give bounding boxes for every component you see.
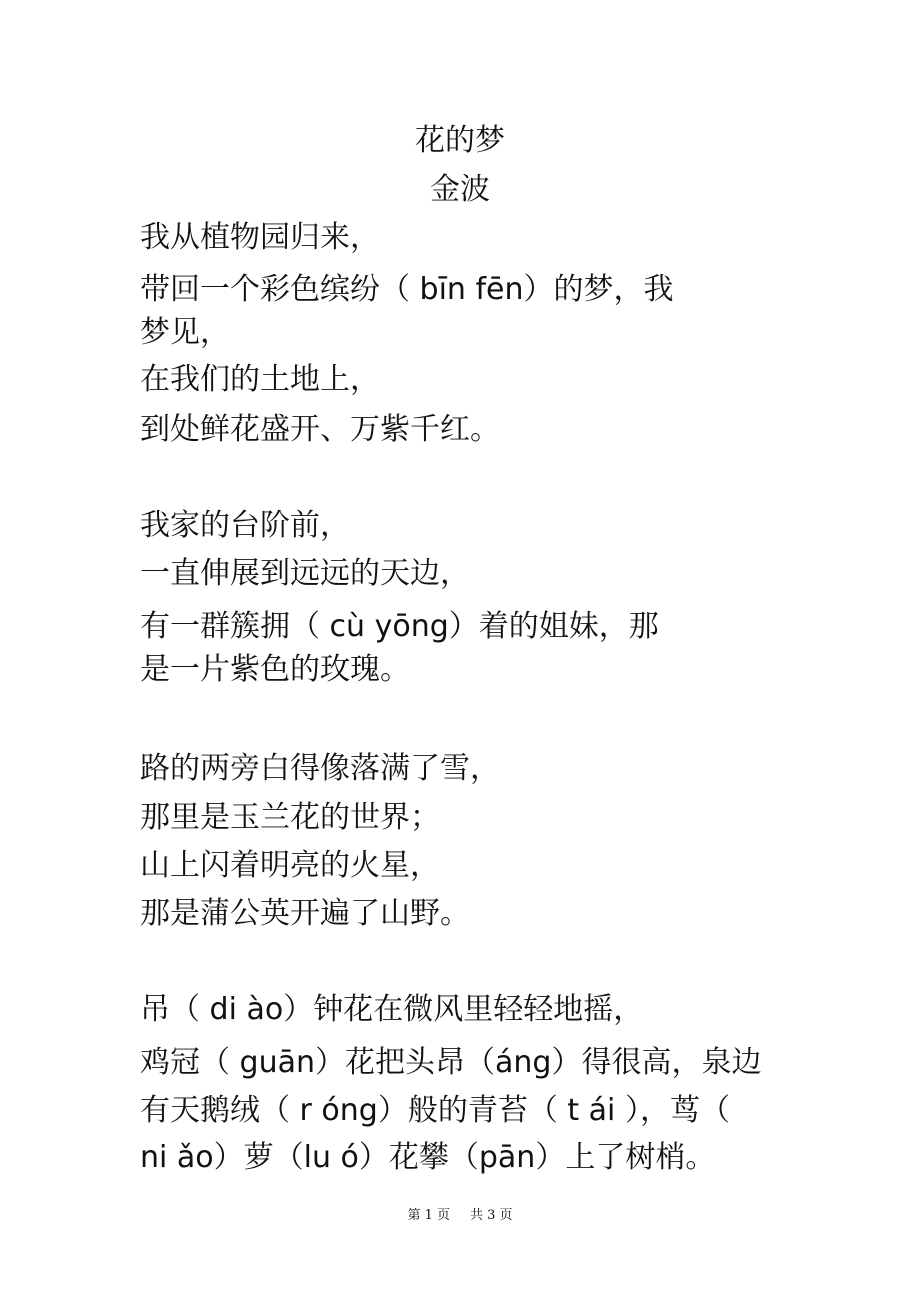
pinyin: guān [239, 1045, 316, 1080]
poem-text: ）花把头昂（ [315, 1045, 496, 1080]
pinyin: r óng [299, 1093, 378, 1128]
poem-line: 山上闪着明亮的火星， [140, 848, 440, 883]
page-footer [0, 1208, 920, 1224]
poem-line [140, 1093, 730, 1129]
poem-line [140, 609, 659, 645]
poem-line: 我从植物园归来， [140, 220, 380, 255]
pinyin: t ái [567, 1093, 616, 1128]
poem-line: 我家的台阶前， [140, 508, 350, 543]
poem-line [140, 992, 643, 1028]
page-number: 第 1 页 [407, 1208, 450, 1223]
poem-line: 那是蒲公英开遍了山野。 [140, 896, 470, 931]
poem-line [140, 1140, 715, 1176]
poem-text: 有一群簇拥（ [140, 609, 330, 644]
pinyin: pān [478, 1140, 536, 1175]
page-total: 共 3 页 [470, 1208, 513, 1223]
poem-line: 那里是玉兰花的世界； [140, 800, 440, 835]
poem-line: 到处鲜花盛开、万紫千红。 [140, 412, 500, 447]
poem-text: ）萝（ [213, 1140, 304, 1175]
pinyin: bīn fēn [419, 272, 524, 307]
poem-text: ）般的青苔（ [377, 1093, 568, 1128]
poem-line [140, 272, 674, 308]
poem-text: ），茑（ [615, 1093, 730, 1128]
poem-text: 吊（ [140, 992, 210, 1027]
poem-line: 在我们的土地上， [140, 362, 380, 397]
pinyin: cù yōng [329, 609, 449, 644]
poem-text: 有天鹅绒（ [140, 1093, 300, 1128]
poem-text: 带回一个彩色缤纷（ [140, 272, 420, 307]
poem-text: 鸡冠（ [140, 1045, 240, 1080]
poem-line: 梦见， [140, 315, 230, 350]
poem-line [140, 1045, 761, 1081]
pinyin: di ào [209, 992, 284, 1027]
poem-title: 花的梦 [415, 123, 505, 158]
poem-text: ）钟花在微风里轻轻地摇， [283, 992, 644, 1027]
poem-line: 是一片紫色的玫瑰。 [140, 652, 410, 687]
poem-text: ）着的姐妹，那 [448, 609, 659, 644]
pinyin: lu ó [303, 1140, 359, 1175]
poem-line: 路的两旁白得像落满了雪， [140, 751, 500, 786]
pinyin: ni ǎo [140, 1140, 214, 1175]
poem-line: 一直伸展到远远的天边， [140, 556, 470, 591]
poem-text: ）的梦，我 [523, 272, 674, 307]
poem-text: ）上了树梢。 [535, 1140, 716, 1175]
poem-author: 金波 [430, 172, 490, 207]
pinyin: áng [495, 1045, 552, 1080]
poem-text: ）得很高，泉边 [551, 1045, 762, 1080]
poem-text: ）花攀（ [358, 1140, 479, 1175]
